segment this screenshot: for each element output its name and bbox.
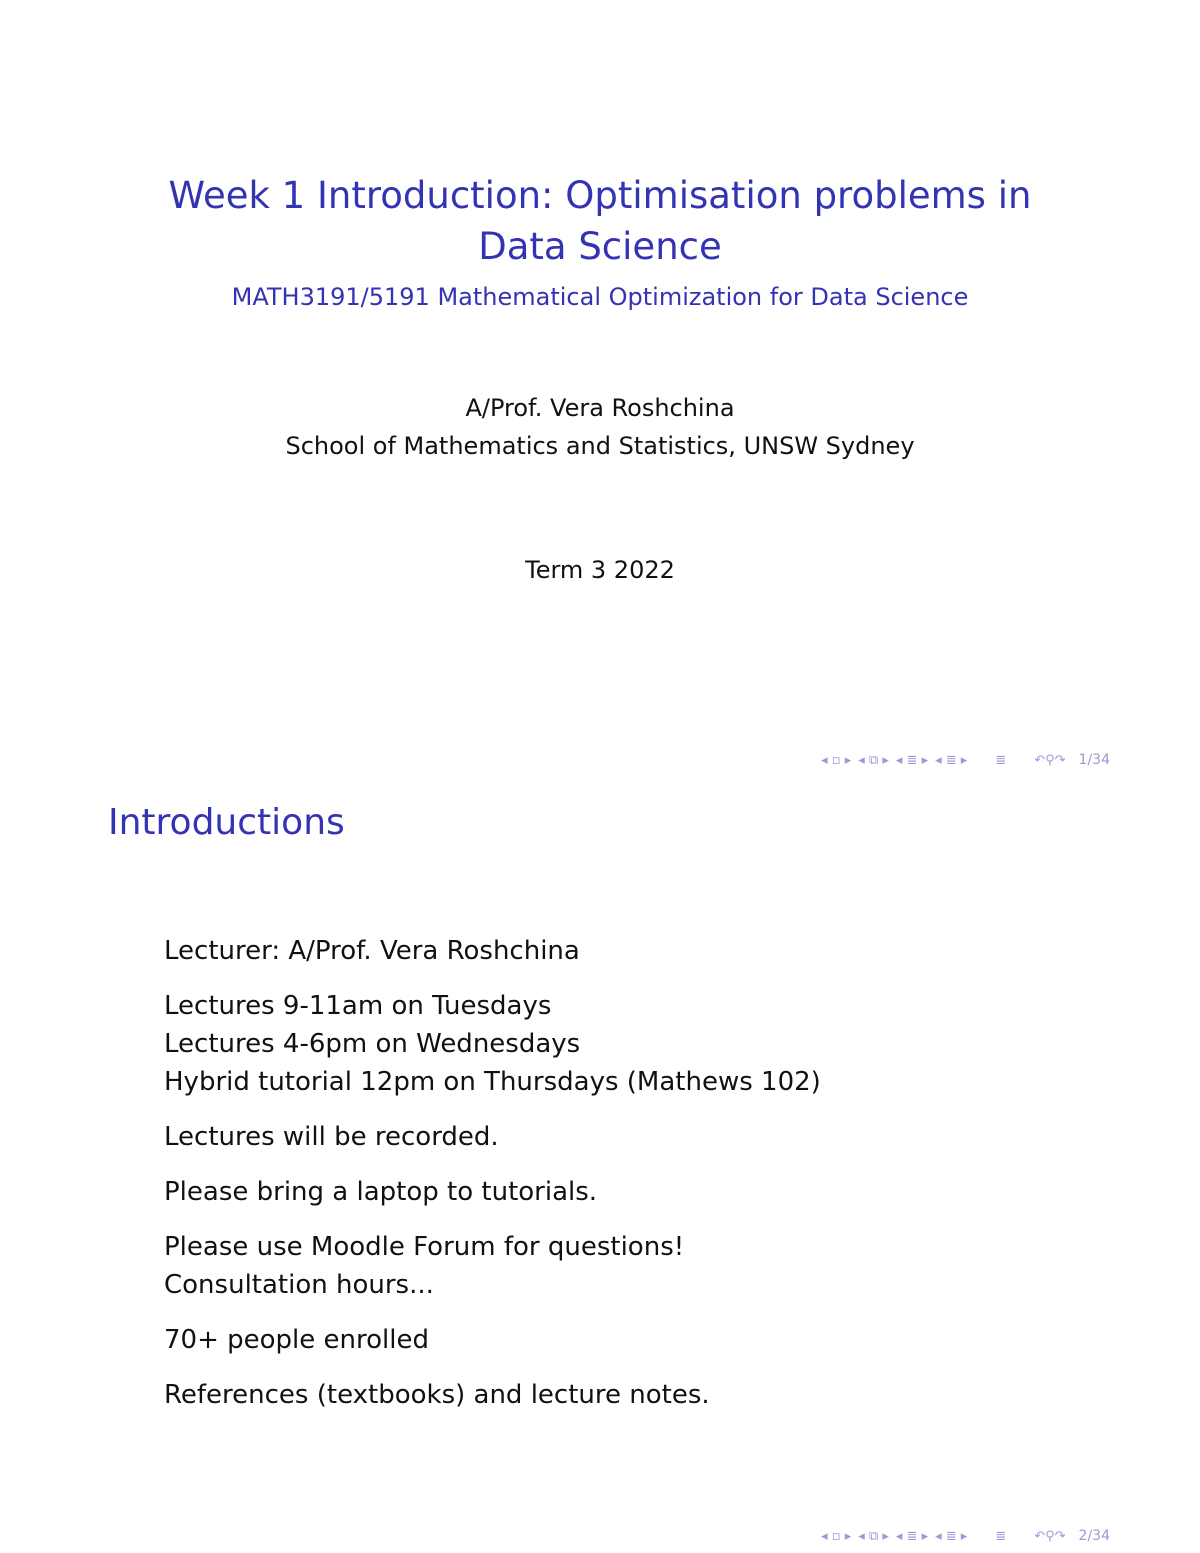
list-item xyxy=(164,1321,1144,1359)
item-list xyxy=(164,932,1144,1431)
frame-title: Introductions xyxy=(108,802,345,843)
list-item xyxy=(164,1173,1144,1211)
list-item xyxy=(164,1118,1144,1156)
institute-name: School of Mathematics and Statistics, UNSW Sydney xyxy=(285,432,915,460)
beamer-navigation-bar xyxy=(821,750,1110,770)
author-name: A/Prof. Vera Roshchina xyxy=(465,394,735,422)
nav-section-icon[interactable]: ≣ xyxy=(995,752,1007,768)
list-item-line: Consultation hours... xyxy=(164,1270,434,1300)
title-line-2: Data Science xyxy=(478,225,722,268)
presentation-title xyxy=(0,170,1200,272)
list-item-line: Lectures 9-11am on Tuesdays xyxy=(164,991,552,1021)
nav-prev-subsection-icon[interactable]: ◂ ≣ ▸ xyxy=(895,752,929,768)
nav-first-frame-icon[interactable]: ◂ ▫ ▸ xyxy=(821,752,852,768)
list-item xyxy=(164,932,1144,970)
course-subtitle: MATH3191/5191 Mathematical Optimization for Data Science xyxy=(231,283,969,311)
page-number: 1/34 xyxy=(1078,752,1110,768)
term-date: Term 3 2022 xyxy=(525,556,675,584)
list-item-line: Lectures 4-6pm on Wednesdays xyxy=(164,1029,581,1059)
nav-prev-subsection-icon[interactable]: ◂ ≣ ▸ xyxy=(895,1528,929,1544)
nav-prev-frame-icon[interactable]: ◂ ⧉ ▸ xyxy=(858,1528,889,1544)
list-item-line: Lecturer: A/Prof. Vera Roshchina xyxy=(164,936,580,966)
nav-back-search-forward-icon[interactable]: ↶⚲↷ xyxy=(1034,752,1066,768)
list-item-line: Hybrid tutorial 12pm on Thursdays (Mathews 102) xyxy=(164,1067,821,1097)
nav-prev-section-icon[interactable]: ◂ ≣ ▸ xyxy=(935,1528,968,1544)
nav-first-frame-icon[interactable]: ◂ ▫ ▸ xyxy=(821,1528,852,1544)
slide-introductions xyxy=(0,780,1200,1553)
list-item-line: Please bring a laptop to tutorials. xyxy=(164,1177,598,1207)
list-item-line: Please use Moodle Forum for questions! xyxy=(164,1232,685,1262)
list-item-line: References (textbooks) and lecture notes. xyxy=(164,1380,710,1410)
nav-prev-frame-icon[interactable]: ◂ ⧉ ▸ xyxy=(858,752,889,768)
list-item-line: Lectures will be recorded. xyxy=(164,1122,499,1152)
list-item-line: 70+ people enrolled xyxy=(164,1325,429,1355)
list-item xyxy=(164,987,1144,1101)
nav-back-search-forward-icon[interactable]: ↶⚲↷ xyxy=(1034,1528,1066,1544)
page-number: 2/34 xyxy=(1078,1528,1110,1544)
nav-prev-section-icon[interactable]: ◂ ≣ ▸ xyxy=(935,752,968,768)
title-line-1: Week 1 Introduction: Optimisation problems in xyxy=(168,174,1032,217)
beamer-navigation-bar xyxy=(821,1526,1110,1546)
nav-section-icon[interactable]: ≣ xyxy=(995,1528,1007,1544)
list-item xyxy=(164,1376,1144,1414)
list-item xyxy=(164,1228,1144,1304)
